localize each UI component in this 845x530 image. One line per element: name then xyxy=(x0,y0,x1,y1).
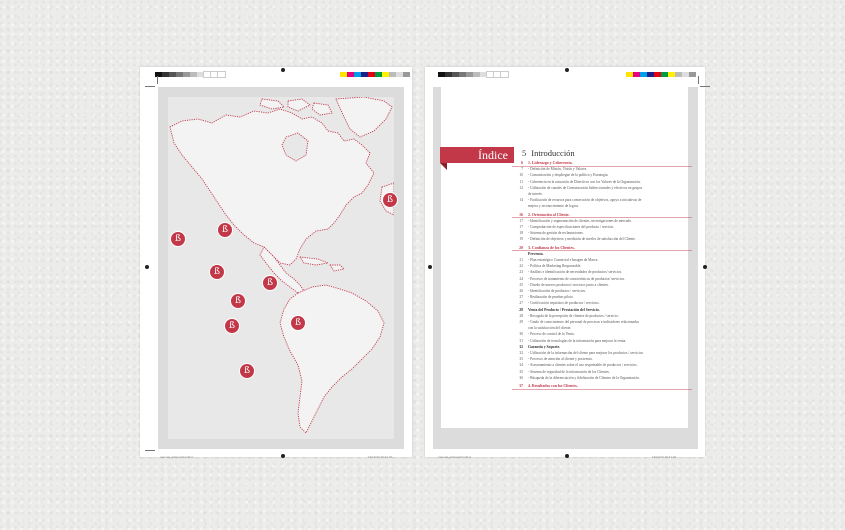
registration-mark xyxy=(145,265,149,269)
toc-page-number: 17 xyxy=(519,225,523,229)
toc-entry[interactable] xyxy=(512,218,692,224)
toc-entry[interactable] xyxy=(512,203,692,209)
toc-entry[interactable] xyxy=(512,172,692,178)
arctic-island-1 xyxy=(260,99,284,109)
left-color-bar xyxy=(340,72,410,77)
arctic-island-2 xyxy=(288,99,310,111)
toc-entry-text: - Utilización de canales de Comunicación bidireccionales y efectivos en grupos xyxy=(528,185,643,190)
americas-map xyxy=(168,97,394,439)
intro-page-number: 5 xyxy=(522,148,527,158)
right-color-bar xyxy=(626,72,696,77)
toc-entry[interactable] xyxy=(512,224,692,230)
toc-page-number: 27 xyxy=(519,295,523,300)
toc-entry-text: - Análisis e identificación de necesidades de productos/ servicios. xyxy=(528,270,623,275)
cuba-outline xyxy=(300,257,328,265)
toc-entry-text: - Identificación de productos / servicios. xyxy=(528,289,586,293)
toc-subheading[interactable] xyxy=(512,307,692,313)
toc-entry-text: - Búsqueda de la diferenciación y fidelización de Clientes de la Organización. xyxy=(528,375,640,380)
toc-page-number: 25 xyxy=(519,282,523,287)
map-marker-icon[interactable]: ß xyxy=(231,294,245,308)
toc-entry-text: - Comunicación y despliegue de la política y Estrategia. xyxy=(528,173,609,178)
toc-page-number: 17 xyxy=(519,218,523,223)
toc-entry-text: con la satisfacción del cliente. xyxy=(528,326,572,331)
arctic-island-3 xyxy=(312,103,332,115)
toc-entry[interactable] xyxy=(512,230,692,236)
toc-divider xyxy=(512,389,692,390)
crop-mark xyxy=(145,86,155,87)
registration-mark xyxy=(703,265,707,269)
right-slug-date: 13/12/13 15:41:32 xyxy=(652,455,677,459)
toc-entry[interactable] xyxy=(512,313,692,319)
toc-entry[interactable] xyxy=(512,197,692,203)
toc-entry[interactable] xyxy=(512,356,692,362)
toc-page-number: 33 xyxy=(519,357,523,362)
toc-page-number: 32 xyxy=(519,344,523,349)
toc-page-number: 16 xyxy=(519,212,523,217)
toc-entry[interactable] xyxy=(512,350,692,356)
registration-mark xyxy=(281,68,285,72)
indice-banner-fold xyxy=(440,163,447,170)
toc-entry-text: 4. Resultados con los Clientes. xyxy=(528,384,578,388)
toc-entry[interactable] xyxy=(512,191,692,197)
map-marker-icon[interactable]: ß xyxy=(291,316,305,330)
map-marker-icon[interactable]: ß xyxy=(383,193,397,207)
toc-page-number: 34 xyxy=(519,363,523,368)
toc-entry-text: Venta del Producto / Prestación del Servicio. xyxy=(528,307,600,312)
indice-label: Índice xyxy=(478,147,508,162)
toc-page-number: 27 xyxy=(519,301,523,306)
crop-mark xyxy=(157,76,158,84)
table-of-contents xyxy=(512,160,692,430)
toc-entry-text: 2. Orientación al Cliente. xyxy=(528,212,570,217)
toc-entry[interactable] xyxy=(512,185,692,191)
toc-entry-text: Preventa. xyxy=(528,251,544,256)
toc-page-number: 28 xyxy=(519,313,523,318)
toc-entry[interactable] xyxy=(512,300,692,306)
toc-page-number: 37 xyxy=(519,384,523,388)
toc-entry[interactable] xyxy=(512,369,692,375)
intro-entry xyxy=(522,148,575,158)
toc-entry[interactable] xyxy=(512,276,692,282)
map-marker-icon[interactable]: ß xyxy=(240,364,254,378)
toc-entry-text: Garantía y Soporte. xyxy=(528,344,561,349)
toc-entry-text: - Procesos de tratamiento de características de productos/ servicios. xyxy=(528,276,625,281)
toc-entry-text: - Grado de conocimiento del personal de procesos e indicadores relacionados xyxy=(528,320,639,324)
map-panel xyxy=(168,97,394,439)
toc-entry-text: - Definición de Misión, Visión y Valores. xyxy=(528,167,588,172)
toc-page-number: 29 xyxy=(519,320,523,324)
toc-entry[interactable] xyxy=(512,362,692,368)
toc-page-number: 20 xyxy=(519,245,523,250)
toc-subheading[interactable] xyxy=(512,344,692,350)
toc-page-number: 35 xyxy=(519,369,523,374)
toc-entry-text: - Comprobación de especificaciones del producto / servicio. xyxy=(528,225,615,229)
toc-entry[interactable] xyxy=(512,375,692,381)
crop-mark xyxy=(698,76,699,84)
toc-page-number: 18 xyxy=(519,231,523,236)
toc-entry[interactable] xyxy=(512,294,692,300)
toc-page-number: 32 xyxy=(519,351,523,355)
toc-entry-text: 1. Liderazgo y Coherencia. xyxy=(528,161,573,165)
registration-mark xyxy=(428,265,432,269)
greenland-outline xyxy=(336,97,392,137)
toc-entry[interactable] xyxy=(512,282,692,288)
toc-entry-text: - Plan estratégico Comercial e Imagen de Marca. xyxy=(528,258,599,262)
toc-page-number: 36 xyxy=(519,375,523,380)
crop-mark xyxy=(145,450,155,451)
toc-entry-text: - Identificación y segmentación de clientes, investigaciones de mercado. xyxy=(528,218,632,223)
toc-entry-text: - Utilización de tecnologías de la información para mejorar la venta. xyxy=(528,338,627,343)
map-marker-icon[interactable]: ß xyxy=(218,223,232,237)
toc-entry[interactable] xyxy=(512,288,692,294)
toc-page-number: 26 xyxy=(519,289,523,293)
toc-entry[interactable] xyxy=(512,325,692,331)
toc-entry-text: - Coherencia en la actuación de Directivos con los Valores de la Organización. xyxy=(528,179,641,184)
toc-page-number: 19 xyxy=(519,237,523,242)
toc-entry[interactable] xyxy=(512,263,692,269)
left-grayscale-bar xyxy=(155,72,225,77)
toc-entry-text: - Proceso de control de la Venta. xyxy=(528,332,575,337)
toc-entry[interactable] xyxy=(512,179,692,185)
toc-entry-text: - Política de Marketing Responsable. xyxy=(528,264,582,269)
toc-entry-text: - Realización de pruebas piloto. xyxy=(528,295,574,300)
toc-entry-text: - Procesos de atención al cliente y postventa. xyxy=(528,357,593,362)
toc-page-number: 21 xyxy=(519,258,523,262)
toc-entry[interactable] xyxy=(512,257,692,263)
toc-entry-text: - Certificación requisitos de productos / servicios. xyxy=(528,301,600,306)
toc-entry[interactable] xyxy=(512,269,692,275)
toc-page-number: 28 xyxy=(519,307,523,312)
toc-subheading[interactable] xyxy=(512,251,692,257)
north-america-outline xyxy=(170,109,374,265)
toc-entry-text: de interés. xyxy=(528,192,543,196)
toc-entry[interactable] xyxy=(512,166,692,172)
toc-entry-text: - Facilitación de recursos para consecución de objetivos, apoyo a iniciativas de xyxy=(528,198,642,203)
toc-entry-text: - Diseño de nuevos productos/ servicios junto a clientes. xyxy=(528,282,609,287)
toc-page-number: 14 xyxy=(519,198,523,203)
toc-entry-text: - Definición de objetivos y medición de niveles de satisfacción del Cliente. xyxy=(528,237,636,242)
registration-mark xyxy=(281,454,285,458)
toc-entry-text: - Utilización de la información del cliente para mejorar los productos / servicios. xyxy=(528,351,644,355)
toc-page-number: 23 xyxy=(519,270,523,275)
map-marker-icon[interactable]: ß xyxy=(225,319,239,333)
toc-entry-text: 3. Confianza de los Clientes. xyxy=(528,245,575,250)
crop-mark xyxy=(700,86,710,87)
map-marker-icon[interactable]: ß xyxy=(263,276,277,290)
intro-title: Introducción xyxy=(531,148,575,158)
toc-entry[interactable] xyxy=(512,236,692,242)
toc-page-number: 7 xyxy=(521,167,523,172)
right-slug: manual_adamsoft.indd 4 xyxy=(438,455,471,459)
left-slug: manual_adamsoft.indd 3 xyxy=(160,455,193,459)
toc-page-number: 22 xyxy=(519,264,523,269)
south-america-outline xyxy=(280,285,384,433)
toc-entry[interactable] xyxy=(512,319,692,325)
indice-banner xyxy=(440,147,514,163)
toc-page-number: 11 xyxy=(519,179,523,184)
toc-entry[interactable] xyxy=(512,331,692,337)
toc-entry-text: mejora y reconocimiento de logros. xyxy=(528,204,579,209)
toc-page-number: 12 xyxy=(519,185,523,190)
toc-entry[interactable] xyxy=(512,338,692,344)
toc-page-number: 30 xyxy=(519,332,523,337)
toc-entry-text: - Asesoramiento a clientes sobre el uso responsable de productos / servicios. xyxy=(528,363,638,368)
toc-entry-text: - Recogida de la percepción de clientes de productos / servicio. xyxy=(528,313,619,318)
toc-page-number: 31 xyxy=(519,338,523,343)
toc-entry-text: - Sistema de seguridad de la información de los Clientes. xyxy=(528,369,610,374)
right-grayscale-bar xyxy=(438,72,508,77)
toc-page-number: 24 xyxy=(519,276,523,281)
toc-entry-text: - Sistema de gestión de reclamaciones. xyxy=(528,231,584,236)
toc-page-number: 6 xyxy=(521,161,523,165)
registration-mark xyxy=(565,454,569,458)
registration-mark xyxy=(565,68,569,72)
map-marker-icon[interactable]: ß xyxy=(171,232,185,246)
left-slug-date: 13/12/13 15:41:32 xyxy=(368,455,393,459)
hispaniola-outline xyxy=(330,265,344,271)
map-marker-icon[interactable]: ß xyxy=(210,265,224,279)
toc-page-number: 10 xyxy=(519,173,523,178)
